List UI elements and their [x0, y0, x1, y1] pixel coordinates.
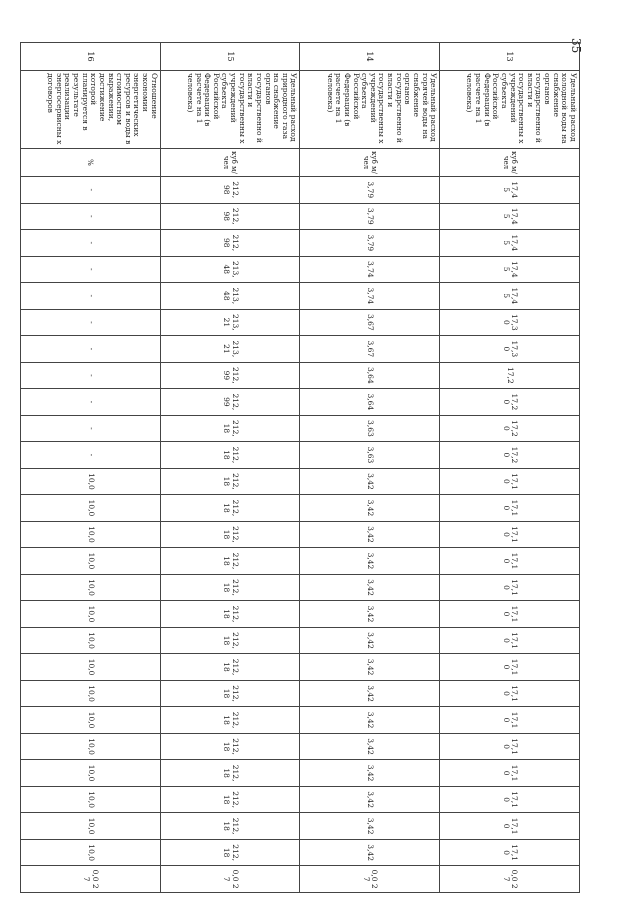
- value-cell: 3,42: [300, 627, 440, 654]
- value-cell: 17,3 0: [440, 309, 580, 336]
- value-cell: 3,42: [300, 680, 440, 707]
- value-cell: 17,1 0: [440, 468, 580, 495]
- row-number: 13: [440, 43, 580, 71]
- value-cell: 17,4 5: [440, 203, 580, 230]
- value-cell: 3,42: [300, 468, 440, 495]
- value-cell: -: [21, 283, 161, 310]
- page-number: 35: [569, 38, 583, 54]
- unit-cell: куб м/ чел: [440, 149, 580, 177]
- value-cell: 10,0: [21, 548, 161, 575]
- value-cell: 213, 21: [160, 336, 300, 363]
- value-cell: -: [21, 177, 161, 204]
- value-cell: 10,0: [21, 680, 161, 707]
- value-cell: 10,0: [21, 495, 161, 522]
- value-cell: 0,0 27: [300, 866, 440, 893]
- value-cell: 3,63: [300, 442, 440, 469]
- value-cell: 17,1 0: [440, 495, 580, 522]
- value-cell: 10,0: [21, 760, 161, 787]
- value-cell: 17,2 0: [440, 442, 580, 469]
- row-number: 15: [160, 43, 300, 71]
- value-cell: 212, 18: [160, 495, 300, 522]
- value-cell: 0,0 27: [440, 866, 580, 893]
- value-cell: 10,0: [21, 786, 161, 813]
- value-cell: 212, 18: [160, 468, 300, 495]
- value-cell: 17,2 0: [440, 415, 580, 442]
- value-cell: 17,4 5: [440, 283, 580, 310]
- value-cell: 3,42: [300, 813, 440, 840]
- table-container: [20, 42, 580, 892]
- value-cell: 17,2 0: [440, 389, 580, 416]
- value-cell: 17,2: [440, 362, 580, 389]
- value-cell: 3,42: [300, 654, 440, 681]
- value-cell: 10,0: [21, 839, 161, 866]
- value-cell: 212, 18: [160, 786, 300, 813]
- value-cell: 0,0 27: [21, 866, 161, 893]
- unit-cell: куб м/ чел: [160, 149, 300, 177]
- value-cell: -: [21, 203, 161, 230]
- value-cell: 212, 18: [160, 813, 300, 840]
- value-cell: 3,64: [300, 362, 440, 389]
- row-number: 14: [300, 43, 440, 71]
- value-cell: 10,0: [21, 707, 161, 734]
- value-cell: 3,42: [300, 574, 440, 601]
- value-cell: 17,1 0: [440, 601, 580, 628]
- value-cell: 17,1 0: [440, 786, 580, 813]
- value-cell: -: [21, 389, 161, 416]
- value-cell: 212, 18: [160, 415, 300, 442]
- indicator-description: Отношение экономии энергетических ресурсов и воды в стоимостном выражении, достижение которой планируется в результате реализации энергосервисны х договоров: [21, 71, 161, 149]
- value-cell: 212, 18: [160, 707, 300, 734]
- value-cell: 213, 48: [160, 256, 300, 283]
- value-cell: 3,42: [300, 786, 440, 813]
- value-cell: 3,42: [300, 707, 440, 734]
- value-cell: 212, 18: [160, 442, 300, 469]
- value-cell: -: [21, 362, 161, 389]
- value-cell: 212, 18: [160, 521, 300, 548]
- value-cell: 212, 18: [160, 627, 300, 654]
- value-cell: 17,1 0: [440, 707, 580, 734]
- value-cell: -: [21, 442, 161, 469]
- value-cell: 3,79: [300, 230, 440, 257]
- indicator-description: Удельный расход природного газа на снабжение органов государственно й власти и государственны х учреждений субъекта Российской Федерации (в расчете на 1 человека): [160, 71, 300, 149]
- table-row: [300, 43, 440, 893]
- unit-cell: %: [21, 149, 161, 177]
- value-cell: 10,0: [21, 813, 161, 840]
- indicators-table: [20, 42, 580, 893]
- value-cell: 212, 98: [160, 177, 300, 204]
- value-cell: -: [21, 309, 161, 336]
- value-cell: 10,0: [21, 627, 161, 654]
- value-cell: 213, 48: [160, 283, 300, 310]
- value-cell: 17,4 5: [440, 177, 580, 204]
- value-cell: 10,0: [21, 521, 161, 548]
- value-cell: 3,67: [300, 336, 440, 363]
- value-cell: 212, 99: [160, 362, 300, 389]
- value-cell: 17,4 5: [440, 230, 580, 257]
- indicator-description: Удельный расход холодной воды на снабжение органов государственно й власти и государственны х учреждений субъекта Российской Федерации (в расчете на 1 человека): [440, 71, 580, 149]
- table-row: [440, 43, 580, 893]
- value-cell: 212, 98: [160, 203, 300, 230]
- value-cell: -: [21, 415, 161, 442]
- unit-cell: куб м/ чел: [300, 149, 440, 177]
- value-cell: 17,1 0: [440, 654, 580, 681]
- value-cell: 10,0: [21, 654, 161, 681]
- value-cell: 10,0: [21, 733, 161, 760]
- value-cell: 212, 98: [160, 230, 300, 257]
- value-cell: 10,0: [21, 574, 161, 601]
- value-cell: 3,42: [300, 760, 440, 787]
- value-cell: 212, 18: [160, 760, 300, 787]
- value-cell: 3,74: [300, 283, 440, 310]
- value-cell: 3,74: [300, 256, 440, 283]
- table-row: [21, 43, 161, 893]
- table-row: [160, 43, 300, 893]
- value-cell: 3,64: [300, 389, 440, 416]
- value-cell: 10,0: [21, 468, 161, 495]
- value-cell: 17,1 0: [440, 574, 580, 601]
- value-cell: 3,42: [300, 548, 440, 575]
- value-cell: 212, 18: [160, 601, 300, 628]
- value-cell: 17,1 0: [440, 813, 580, 840]
- indicator-description: Удельный расход горячей воды на снабжение органов государственно й власти и государственны х учреждений субъекта Российской Федерации (в расчете на 1 человека): [300, 71, 440, 149]
- value-cell: 3,63: [300, 415, 440, 442]
- value-cell: 212, 18: [160, 733, 300, 760]
- value-cell: 17,4 5: [440, 256, 580, 283]
- value-cell: 3,42: [300, 495, 440, 522]
- value-cell: -: [21, 336, 161, 363]
- value-cell: 3,42: [300, 601, 440, 628]
- value-cell: 17,1 0: [440, 627, 580, 654]
- value-cell: 213, 21: [160, 309, 300, 336]
- value-cell: 17,1 0: [440, 733, 580, 760]
- value-cell: 212, 18: [160, 654, 300, 681]
- value-cell: -: [21, 230, 161, 257]
- value-cell: 3,42: [300, 521, 440, 548]
- value-cell: 3,79: [300, 177, 440, 204]
- value-cell: 17,3 0: [440, 336, 580, 363]
- value-cell: 17,1 0: [440, 521, 580, 548]
- value-cell: 3,79: [300, 203, 440, 230]
- value-cell: 212, 18: [160, 839, 300, 866]
- value-cell: 17,1 0: [440, 760, 580, 787]
- value-cell: 212, 18: [160, 548, 300, 575]
- value-cell: 212, 18: [160, 680, 300, 707]
- value-cell: 10,0: [21, 601, 161, 628]
- value-cell: 17,1 0: [440, 839, 580, 866]
- value-cell: 3,67: [300, 309, 440, 336]
- value-cell: 0,0 27: [160, 866, 300, 893]
- value-cell: 3,42: [300, 839, 440, 866]
- value-cell: 212, 99: [160, 389, 300, 416]
- value-cell: 17,1 0: [440, 680, 580, 707]
- value-cell: 212, 18: [160, 574, 300, 601]
- value-cell: -: [21, 256, 161, 283]
- row-number: 16: [21, 43, 161, 71]
- value-cell: 17,1 0: [440, 548, 580, 575]
- value-cell: 3,42: [300, 733, 440, 760]
